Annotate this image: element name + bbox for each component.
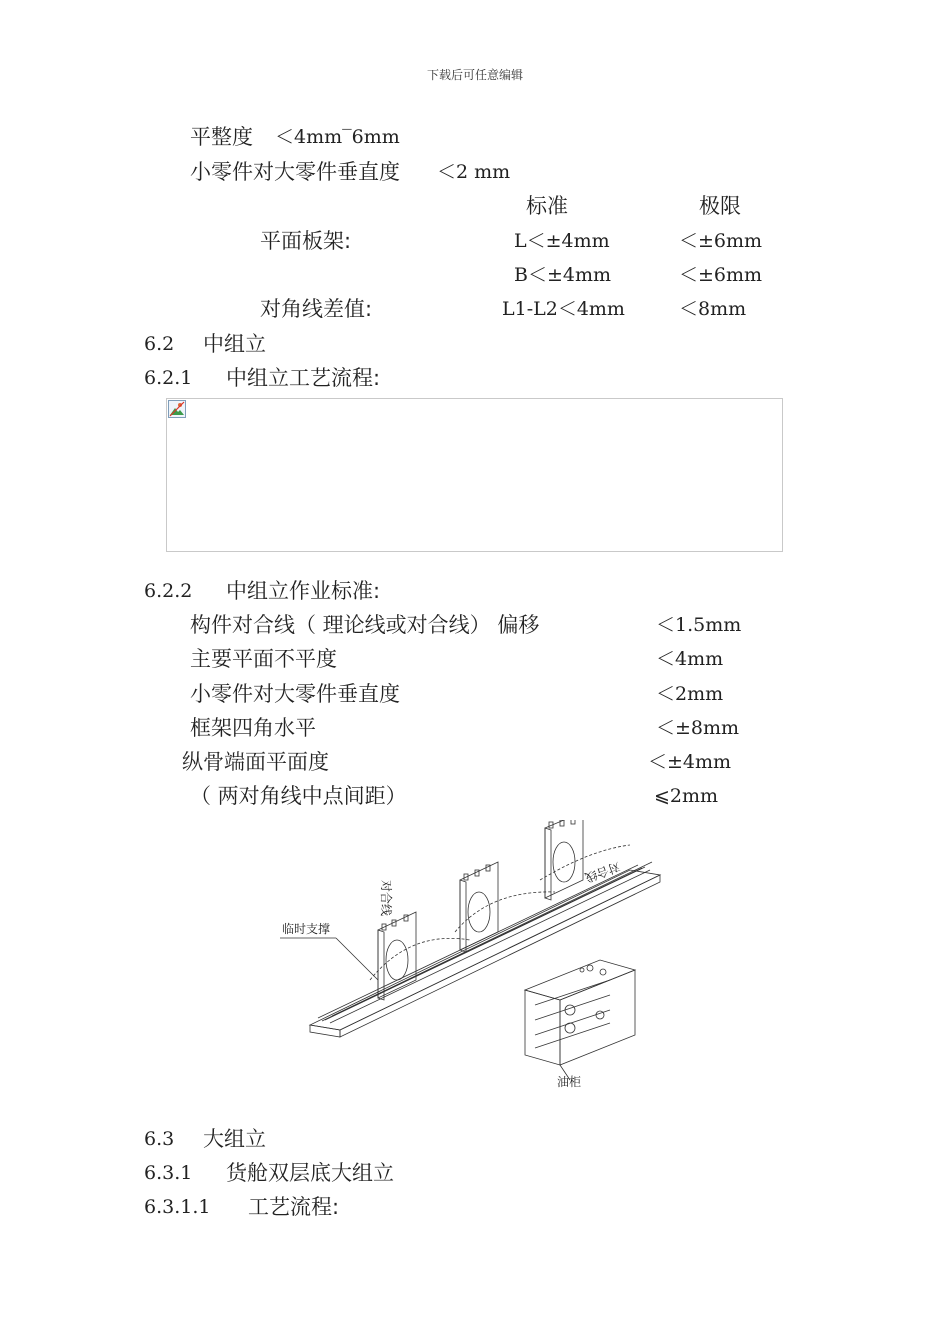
section-6-3-number: 6.3 [144,1128,175,1150]
row-B-standard: B＜±4mm [514,264,612,286]
standard-value-3: ＜2mm [656,683,724,705]
label-alignment-line-2: 对合线 [583,859,622,885]
standard-value-6: ⩽2mm [654,785,719,807]
section-6-3-1-1-title: 工艺流程: [248,1195,340,1219]
row-L-limit: ＜±6mm [679,230,763,252]
row-B-limit: ＜±6mm [679,264,763,286]
section-6-2-1-title: 中组立工艺流程: [226,366,381,390]
section-6-3-title: 大组立 [203,1127,266,1151]
column-standard: 标准 [526,194,568,218]
flatness-value: ＜4mm‾6mm [275,126,400,148]
section-6-2-2-number: 6.2.2 [144,580,193,602]
plane-frame-label: 平面板架: [260,229,352,253]
page-header: 下载后可任意编辑 [426,68,523,82]
standard-label-5: 纵骨端面平面度 [182,750,329,774]
diag-standard: L1-L2＜4mm [502,298,625,320]
section-6-2-2-title: 中组立作业标准: [226,579,381,603]
section-6-2-1-number: 6.2.1 [144,367,193,389]
label-alignment-line-1: 对合线 [379,880,393,917]
standard-value-2: ＜4mm [656,648,724,670]
section-6-3-1-1-number: 6.3.1.1 [144,1196,211,1218]
broken-image-icon [168,400,186,418]
label-oil-tank: 油柜 [557,1075,582,1089]
standard-label-2: 主要平面不平度 [190,647,337,671]
section-6-3-1-title: 货舱双层底大组立 [226,1161,394,1185]
standard-value-4: ＜±8mm [656,717,740,739]
standard-label-1: 构件对合线（ 理论线或对合线） 偏移 [190,613,540,637]
column-limit: 极限 [699,194,741,218]
row-L-standard: L＜±4mm [514,230,610,252]
standard-label-4: 框架四角水平 [190,716,316,740]
perp-small-label: 小零件对大零件垂直度 [190,160,400,184]
section-6-3-1-number: 6.3.1 [144,1162,193,1184]
diag-limit: ＜8mm [679,298,747,320]
process-flow-image-placeholder [166,398,783,552]
standard-label-3: 小零件对大零件垂直度 [190,682,400,706]
standard-value-5: ＜±4mm [648,751,732,773]
perp-small-value: ＜2 mm [437,161,511,183]
assembly-drawing [270,820,690,1100]
standard-label-6: （ 两对角线中点间距） [190,784,407,808]
label-temporary-support: 临时支撑 [282,922,331,936]
standard-value-1: ＜1.5mm [656,614,742,636]
section-6-2-number: 6.2 [144,333,175,355]
flatness-label: 平整度 [190,125,253,149]
diag-label: 对角线差值: [260,297,373,321]
section-6-2-title: 中组立 [203,332,266,356]
